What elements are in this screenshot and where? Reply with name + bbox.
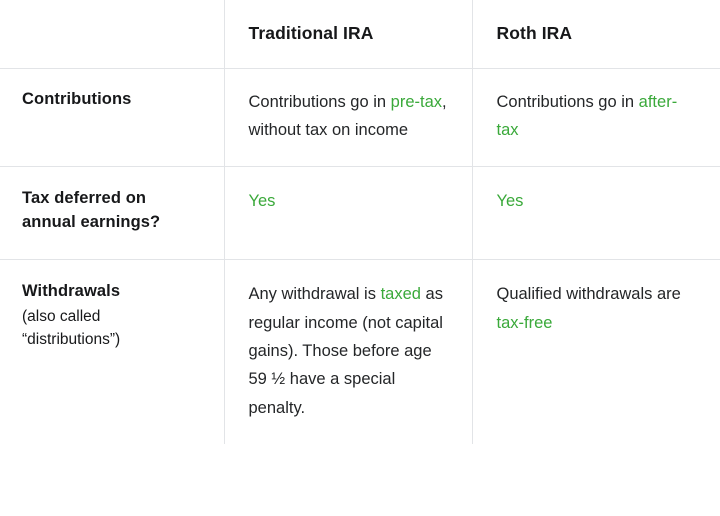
cell-withdrawals-traditional: [224, 260, 472, 444]
cell-tax-deferred-roth: [472, 167, 720, 260]
table-row: [0, 68, 720, 167]
header-cell-roth-ira: [472, 0, 720, 68]
highlighted-term: tax-free: [496, 313, 553, 332]
cell-withdrawals-roth: [472, 260, 720, 444]
highlighted-term: pre-tax: [390, 92, 443, 111]
row-header-cell-contributions: [0, 68, 224, 167]
cell-text: [249, 192, 276, 210]
cell-text: Any withdrawal is taxed as regular income (not capital gains). Those before age 59 ½ have a special penalty.: [248, 285, 443, 417]
highlighted-term: Yes: [248, 192, 276, 211]
header-cell-traditional-ira: [224, 0, 472, 68]
cell-contributions-roth: [472, 68, 720, 167]
row-header-cell-tax-deferred: [0, 167, 224, 260]
row-header-label: Tax deferred on: [22, 189, 147, 208]
cell-tax-deferred-traditional: [224, 167, 472, 260]
cell-text: [497, 192, 524, 210]
table-header-row: [0, 0, 720, 68]
table-row: [0, 260, 720, 444]
cell-text: Contributions go in after-tax: [496, 92, 678, 139]
header-cell-empty: [0, 0, 224, 68]
row-header-label: Contributions: [22, 89, 132, 108]
highlighted-term: after-tax: [496, 92, 678, 139]
column-header-label-2: Roth IRA: [496, 23, 573, 43]
cell-contributions-traditional: [224, 68, 472, 167]
row-header-sublabel: (also called “distributions”): [22, 308, 121, 349]
cell-text: Contributions go in pre-tax, without tax on income: [248, 92, 447, 139]
row-header-cell-withdrawals: [0, 260, 224, 444]
row-header-label: Withdrawals: [22, 282, 121, 301]
highlighted-term: taxed: [380, 285, 421, 304]
highlighted-term: Yes: [496, 192, 524, 211]
row-header-label-line2: annual earnings?: [22, 213, 161, 232]
column-header-label-1: Traditional IRA: [248, 23, 374, 43]
cell-text: Qualified withdrawals are tax-free: [496, 285, 681, 332]
table-row: [0, 167, 720, 260]
